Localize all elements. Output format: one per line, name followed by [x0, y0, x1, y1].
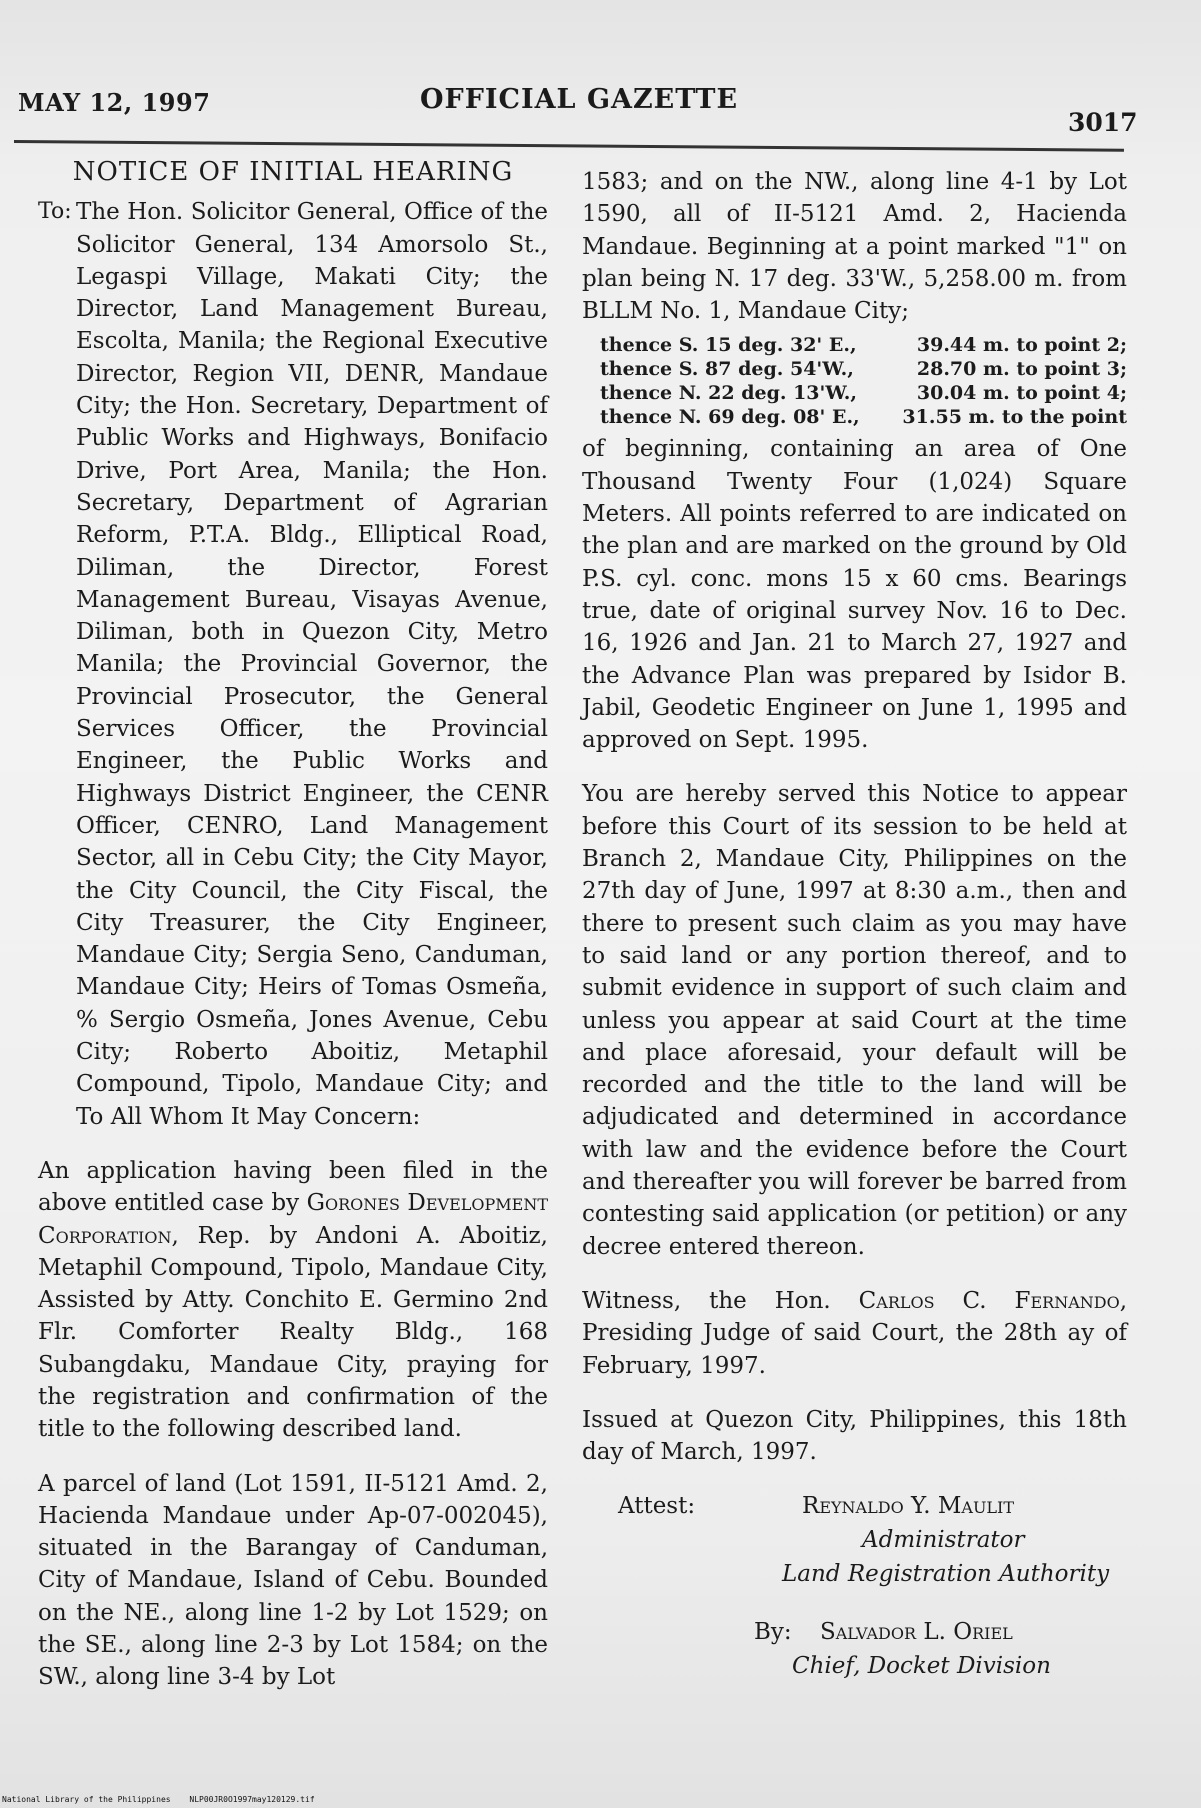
issued-paragraph: Issued at Quezon City, Philippines, this 18th day of March, 1997.: [582, 1406, 1127, 1466]
application-text-a: An application having been filed in the above entitled case by: [38, 1157, 548, 1217]
attest-label: Attest:: [618, 1493, 696, 1520]
scan-footer: [2, 1795, 329, 1804]
to-label: To:: [38, 199, 72, 225]
signatory-1-title: Administrator: [862, 1527, 1025, 1554]
beginning-paragraph: of beginning, containing an area of One Thousand Twenty Four (1,024) Square Meters. All points referred to are indicated on the plan and are marked on the ground by Old P.S. cyl. conc. mons 15 x 60 cms. Bearings true, date of original survey Nov. 16 to Dec. 16, 1926 and Jan. 21 to March 27, 1927 and the Advance Plan was prepared by Isidor B. Jabil, Geodetic Engineer on June 1, 1995 and approved on Sept. 1995.: [582, 436, 1127, 754]
thence-distance: 31.55 m. to the point: [902, 406, 1127, 429]
witness-paragraph: [582, 1285, 1127, 1382]
signatory-2-name: Salvador L. Oriel: [820, 1619, 1013, 1646]
thence-bearing: thence S. 87 deg. 54'W.,: [600, 358, 854, 381]
signatory-2-title: Chief, Docket Division: [792, 1653, 1051, 1680]
signatory-1-org: Land Registration Authority: [782, 1561, 1110, 1588]
library-credit: National Library of the Philippines: [2, 1795, 171, 1804]
issue-date: MAY 12, 1997: [18, 88, 211, 117]
attestation-block: [582, 1490, 1127, 1690]
notice-title: NOTICE OF INITIAL HEARING: [72, 157, 514, 187]
witness-text-a: Witness, the Hon.: [582, 1287, 831, 1314]
thence-distance: 30.04 m. to point 4;: [916, 382, 1127, 405]
addressees-block: [38, 196, 548, 1133]
application-text-b: , Rep. by Andoni A. Aboitiz, Metaphil Compound, Tipolo, Mandaue City, Assisted by Atty. Conchito E. Germino 2nd Flr. Comforter Realty Bldg., 168 Subangdaku, Mandaue City, praying for the registration and confirmation of the title to the following described land.: [38, 1222, 548, 1443]
by-label: By:: [754, 1619, 792, 1646]
addressees-text: The Hon. Solicitor General, Office of the Solicitor General, 134 Amorsolo St., Legaspi Village, Makati City; the Director, Land Management Bureau, Escolta, Manila; the Regional Executive Director, Region VII, DENR, Mandaue City; the Hon. Secretary, Department of Public Works and Highways, Bonifacio Drive, Port Area, Manila; the Hon. Secretary, Department of Agrarian Reform, P.T.A. Bldg., Elliptical Road, Diliman, the Director, Forest Management Bureau, Visayas Avenue, Diliman, both in Quezon City, Metro Manila; the Provincial Governor, the Provincial Prosecutor, the General Services Officer, the Provincial Engineer, the Public Works and Highways District Engineer, the CENR Officer, CENRO, Land Management Sector, all in Cebu City; the City Mayor, the City Council, the City Fiscal, the City Treasurer, the City Engineer, Mandaue City; Sergia Seno, Canduman, Mandaue City; Heirs of Tomas Osmeña, % Sergio Osmeña, Jones Avenue, Cebu City; Roberto Aboitiz, Metaphil Compound, Tipolo, Mandaue City; and To All Whom It May Concern:: [76, 199, 548, 1130]
thence-distance: 39.44 m. to point 2;: [916, 334, 1127, 357]
thence-distance: 28.70 m. to point 3;: [916, 358, 1127, 381]
left-column: [38, 150, 548, 1694]
thence-line: [600, 333, 1127, 357]
signatory-1-name: Reynaldo Y. Maulit: [802, 1493, 1015, 1520]
thence-bearing: thence S. 15 deg. 32' E.,: [600, 334, 857, 357]
witness-text-b: , Presiding Judge of said Court, the 28th ay of February, 1997.: [582, 1287, 1128, 1379]
parcel-paragraph: A parcel of land (Lot 1591, II-5121 Amd. 2, Hacienda Mandaue under Ap-07-002045), situated in the Barangay of Canduman, City of Mandaue, Island of Cebu. Bounded on the NE., along line 1-2 by Lot 1529; on the SE., along line 2-3 by Lot 1584; on the SW., along line 3-4 by Lot: [38, 1470, 548, 1691]
page-number: 3017: [1068, 108, 1138, 137]
applicant-company: Gorones Development Corporation: [38, 1190, 549, 1249]
thence-line: [600, 405, 1127, 429]
served-paragraph: You are hereby served this Notice to appear before this Court of its session to be held at Branch 2, Mandaue City, Philippines on the 27th day of June, 1997 at 8:30 a.m., then and there to present such claim as you may have to said land or any portion thereof, and to submit evidence in support of such claim and unless you appear at said Court at the time and place aforesaid, your default will be recorded and the title to the land will be adjudicated and determined in accordance with law and the evidence before the Court and thereafter you will forever be barred from contesting said application (or petition) or any decree entered thereon.: [582, 781, 1127, 1260]
thence-list: [600, 333, 1127, 429]
publication-title: OFFICIAL GAZETTE: [420, 84, 739, 115]
thence-line: [600, 357, 1127, 381]
scan-filename: NLP00JR0O1997may120129.tif: [189, 1795, 315, 1804]
thence-bearing: thence N. 22 deg. 13'W.,: [600, 382, 857, 405]
thence-bearing: thence N. 69 deg. 08' E.,: [600, 406, 860, 429]
right-column: [582, 166, 1127, 1690]
presiding-judge: Carlos C. Fernando: [858, 1287, 1120, 1314]
thence-line: [600, 381, 1127, 405]
application-paragraph: [38, 1155, 548, 1446]
parcel-continuation: 1583; and on the NW., along line 4-1 by Lot 1590, all of II-5121 Amd. 2, Hacienda Mandaue. Beginning at a point marked "1" on plan being N. 17 deg. 33'W., 5,258.00 m. from BLLM No. 1, Mandaue City;: [582, 169, 1127, 325]
